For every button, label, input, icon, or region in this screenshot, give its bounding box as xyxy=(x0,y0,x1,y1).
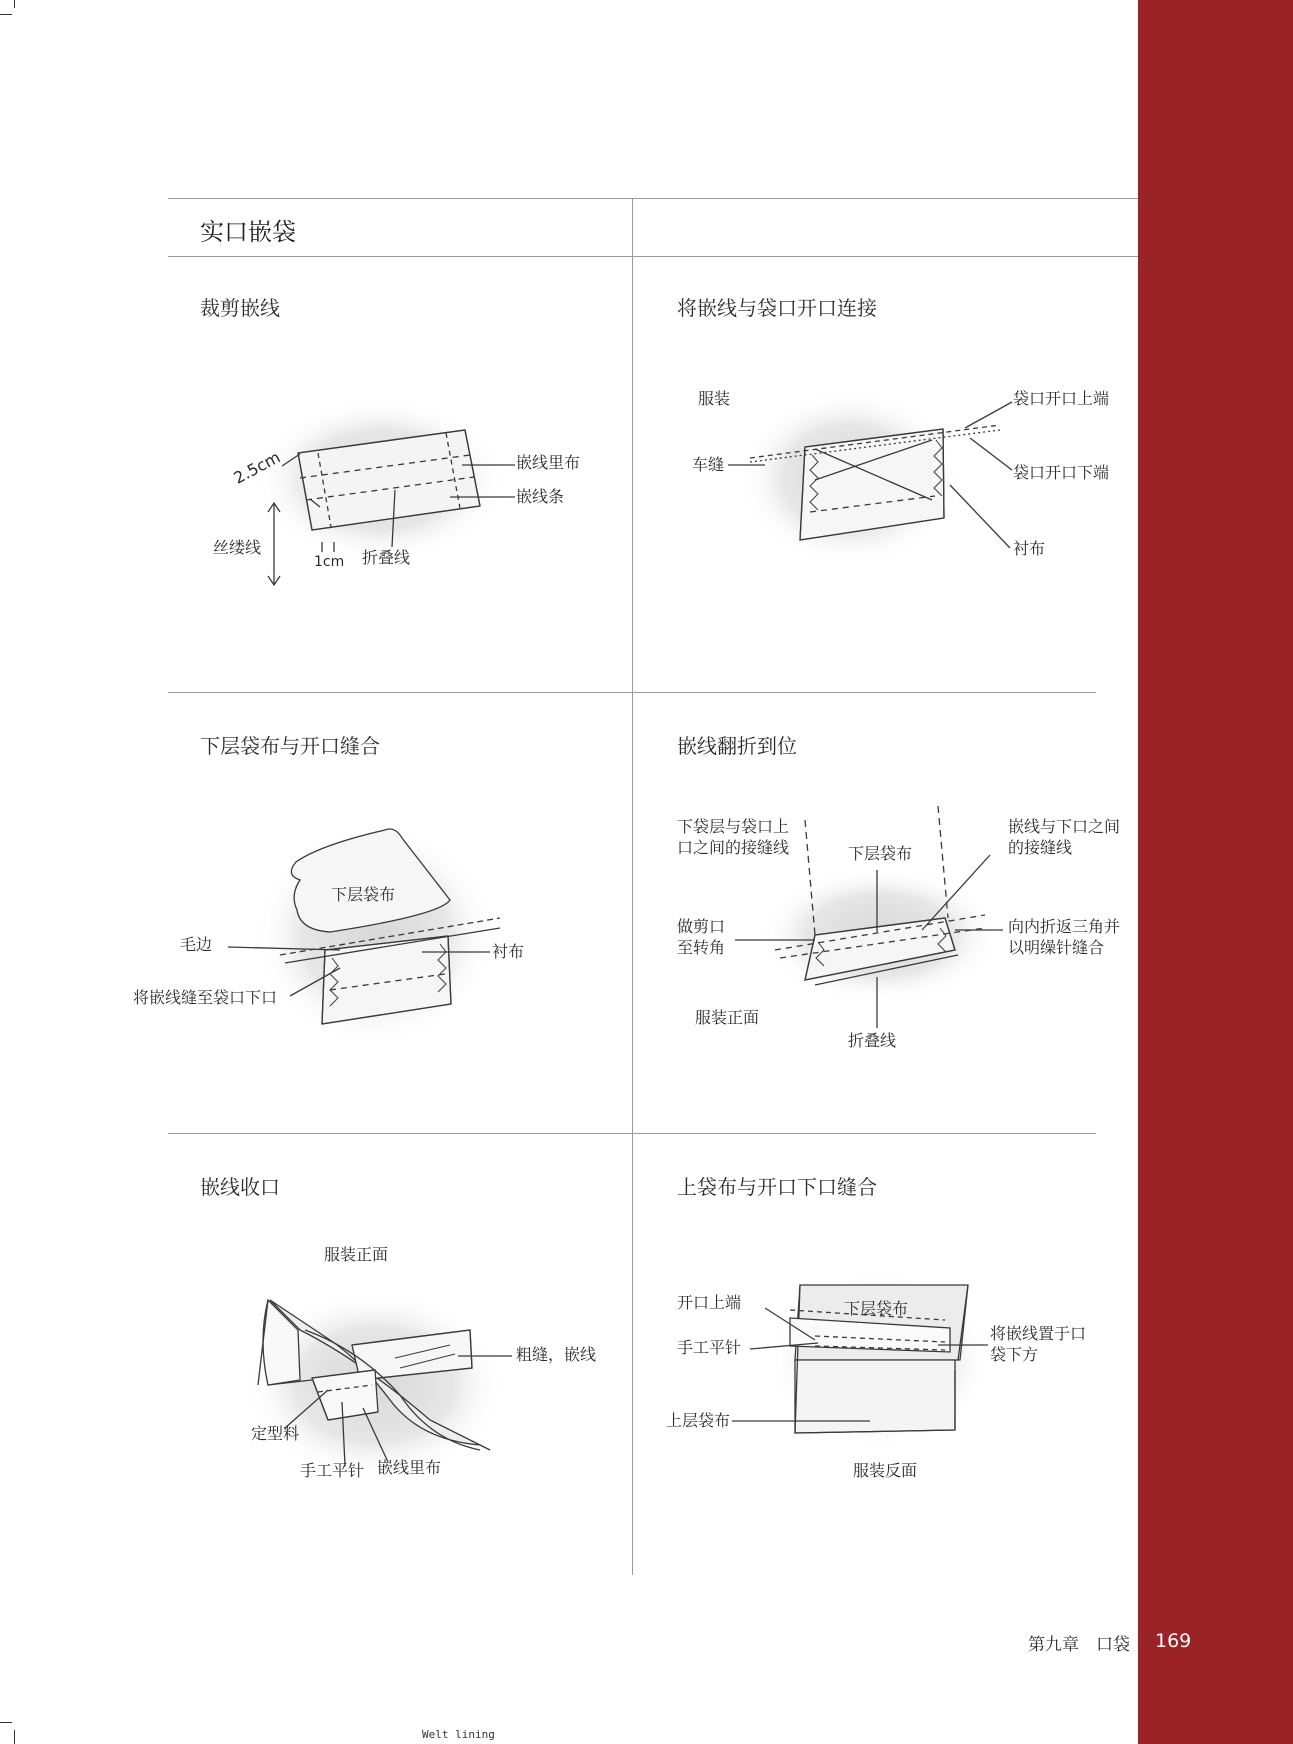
diagram-label: 将嵌线缝至袋口下口 xyxy=(133,988,278,1007)
diagram-label: 折叠线 xyxy=(362,548,411,567)
diagram-label: 下层袋布 xyxy=(844,1299,909,1318)
welt-closure-diagram xyxy=(245,1290,512,1480)
diagram-label: 粗缝，嵌线 xyxy=(516,1345,597,1364)
diagram-label: 袋口开口下端 xyxy=(1013,463,1110,482)
diagram-label: 定型料 xyxy=(251,1424,300,1443)
diagram-label: 将嵌线置于口 xyxy=(990,1324,1087,1343)
section-title: 裁剪嵌线 xyxy=(200,296,280,320)
diagram-label: 车缝 xyxy=(692,455,725,474)
welt-attach-diagram xyxy=(728,390,1012,566)
section-title: 下层袋布与开口缝合 xyxy=(200,734,380,758)
diagram-label: 1cm xyxy=(314,554,345,570)
diagram-label: 至转角 xyxy=(677,938,726,957)
section-title: 将嵌线与袋口开口连接 xyxy=(677,296,877,320)
section-title: 上袋布与开口下口缝合 xyxy=(677,1175,877,1199)
diagram-label: 嵌线与下口之间 xyxy=(1008,817,1121,836)
diagram-label: 毛边 xyxy=(180,935,213,954)
diagram-label: 2.5cm xyxy=(230,447,284,488)
diagram-label: 做剪口 xyxy=(677,917,726,936)
diagram-label: 口之间的接缝线 xyxy=(677,838,790,857)
diagram-label: 服装 xyxy=(698,389,731,408)
diagram-label: 衬布 xyxy=(492,942,525,961)
section-title: 嵌线翻折到位 xyxy=(677,734,797,758)
page-number: 169 xyxy=(1155,1630,1192,1652)
diagram-label: 嵌线条 xyxy=(516,487,565,506)
diagram-label: 上层袋布 xyxy=(666,1411,731,1430)
diagram-label: 折叠线 xyxy=(848,1031,897,1050)
lower-pocket-bag-diagram xyxy=(228,825,500,1045)
section-title: 嵌线收口 xyxy=(200,1175,280,1199)
page-title: 实口嵌袋 xyxy=(200,218,296,246)
diagram-label: 服装反面 xyxy=(853,1461,918,1480)
bottom-code: Welt lining xyxy=(422,1728,495,1741)
diagram-label: 手工平针 xyxy=(300,1461,365,1480)
diagram-label: 向内折返三角并 xyxy=(1008,917,1121,936)
diagram-label: 服装正面 xyxy=(695,1008,760,1027)
diagram-label: 嵌线里布 xyxy=(377,1458,442,1477)
diagram-label: 服装正面 xyxy=(324,1245,389,1264)
diagram-label: 下层袋布 xyxy=(848,844,913,863)
diagram-label: 下层袋布 xyxy=(331,885,396,904)
diagram-label: 下袋层与袋口上 xyxy=(677,817,790,836)
diagram-label: 开口上端 xyxy=(677,1293,742,1312)
chapter-footer: 第九章 口袋 xyxy=(1028,1635,1130,1655)
diagram-label: 以明缲针缝合 xyxy=(1008,938,1105,957)
diagram-label: 袋下方 xyxy=(990,1345,1039,1364)
diagram-label: 衬布 xyxy=(1013,539,1046,558)
diagram-label: 的接缝线 xyxy=(1008,838,1073,857)
diagram-label: 袋口开口上端 xyxy=(1013,389,1110,408)
diagram-label: 丝缕线 xyxy=(213,538,262,557)
diagram-label: 嵌线里布 xyxy=(516,453,581,472)
diagram-label: 手工平针 xyxy=(677,1338,742,1357)
